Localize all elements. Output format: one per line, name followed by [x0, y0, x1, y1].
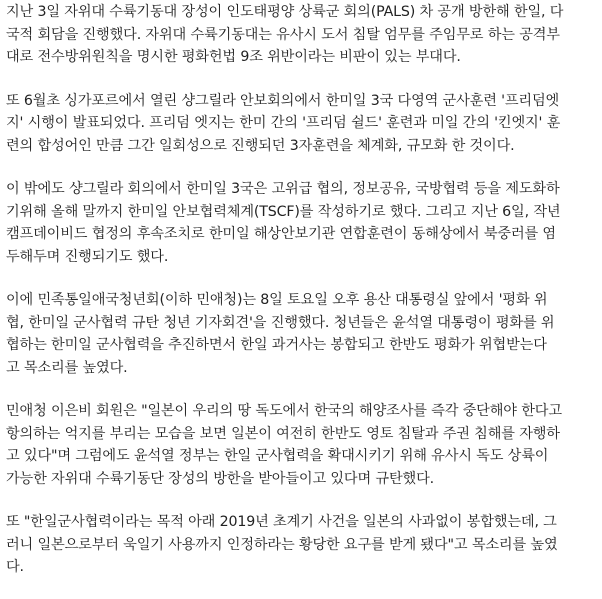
text-line: 대로 전수방위원칙을 명시한 평화헌법 9조 위반이라는 비판이 있는 부대다.: [6, 49, 461, 65]
text-line: 지' 시행이 발표되었다. 프리덤 엣지는 한미 간의 '프리덤 쉴드' 훈련과 미일 간의 '킨엣지' 훈: [6, 115, 561, 131]
text-line: 캠프데이비드 협정의 후속조치로 한미일 해상안보기관 연합훈련이 동해상에서 북중러를 염: [6, 226, 556, 242]
text-line: 항의하는 억지를 부리는 모습을 보면 일본이 여전히 한반도 영토 침탈과 주권 침해를 자행하: [6, 425, 560, 442]
text-line: 민애청 이은비 회원은 "일본이 우리의 땅 독도에서 한국의 해양조사를 즉각 중단해야 한다고: [6, 403, 562, 419]
text-line: 고 있다"며 그럼에도 윤석열 정부는 한일 군사협력을 확대시키기 위해 유사시 독도 상륙이: [6, 448, 549, 464]
text-line: 련의 합성어인 만큼 그간 일회성으로 진행되던 3자훈련을 체계화, 규모화 한 것이다.: [6, 137, 515, 154]
text-line: 또 "한일군사협력이라는 목적 아래 2019년 초계기 사건을 일본의 사과없이 봉합했는데, 그: [6, 514, 557, 530]
paragraph-5: [6, 400, 596, 490]
text-line: 또 6월초 싱가포르에서 열린 샹그릴라 안보회의에서 한미일 3국 다영역 군사훈련 '프리덤엣: [6, 92, 560, 109]
text-line: 러니 일본으로부터 욱일기 사용까지 인정하라는 황당한 요구를 받게 됐다"고 목소리를 높였: [6, 536, 558, 553]
text-line: 이 밖에도 샹그릴라 회의에서 한미일 3국은 고위급 협의, 정보공유, 국방협력 등을 제도화하: [6, 181, 560, 197]
text-line: 고 목소리를 높였다.: [6, 359, 128, 376]
text-line: 기위해 올해 말까지 한미일 안보협력체계(TSCF)를 작성하기로 했다. 그리고 지난 6일, 작년: [6, 203, 561, 220]
text-line: 두해두며 진행되기도 했다.: [6, 248, 169, 265]
text-line: 국적 회담을 진행했다. 자위대 수륙기동대는 유사시 도서 침탈 엄무를 주임무로 하는 공격부: [6, 26, 560, 43]
text-line: 협, 한미일 군사협력 규탄 청년 기자회견'을 진행했다. 청년들은 윤석열 대통령이 평화를 위: [6, 314, 555, 331]
text-line: 가능한 자위대 수륙기동단 장성의 방한을 받아들이고 있다며 규탄했다.: [6, 470, 434, 487]
text-line: 협하는 한미일 군사협력을 추진하면서 한일 과거사는 봉합되고 한반도 평화가 위협받는다: [6, 337, 547, 353]
text-line: 다.: [6, 559, 24, 575]
paragraph-6: [6, 511, 596, 579]
text-line: 지난 3일 자위대 수륙기동대 장성이 인도태평양 상륙군 회의(PALS) 차 공개 방한해 한일, 다: [6, 4, 564, 20]
paragraph-3: [6, 178, 596, 268]
paragraph-4: [6, 289, 596, 379]
paragraph-2: [6, 90, 596, 158]
text-line: 이에 민족통일애국청년회(이하 민애청)는 8일 토요일 오후 용산 대통령실 앞에서 '평화 위: [6, 292, 548, 308]
paragraph-1: [6, 1, 596, 69]
